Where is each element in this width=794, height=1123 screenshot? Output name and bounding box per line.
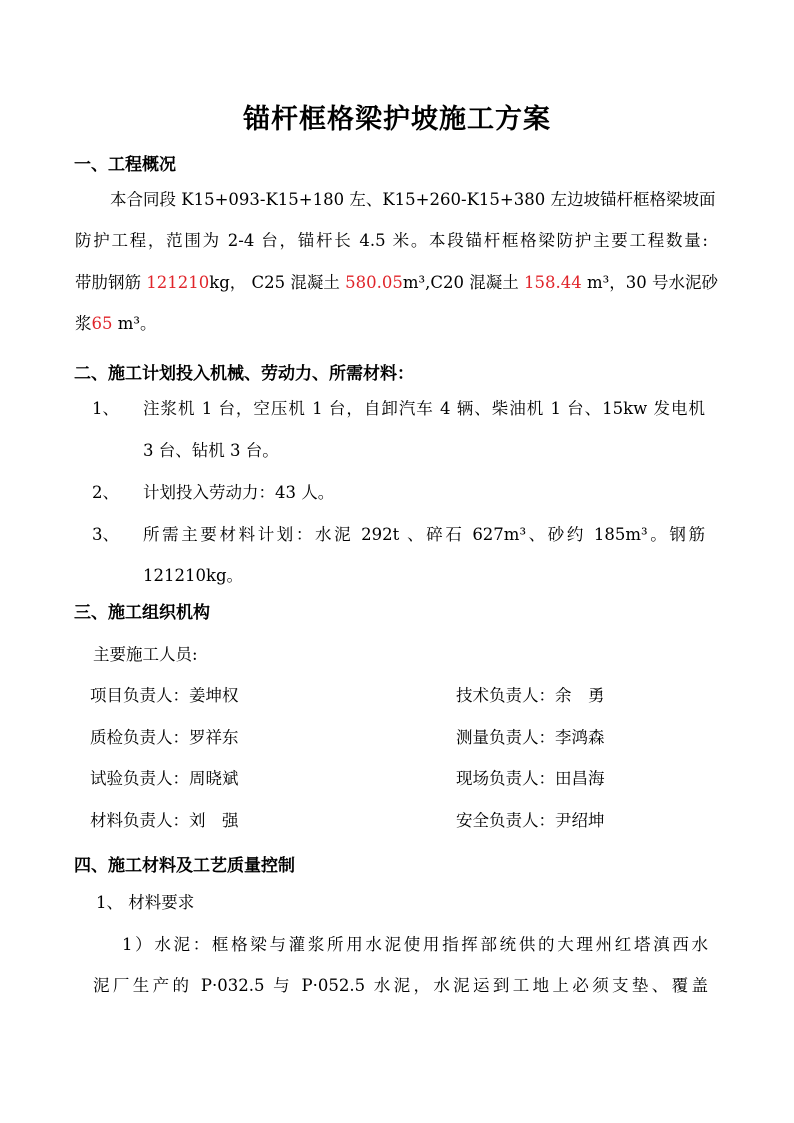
overview-line-4 [75, 313, 157, 335]
list-item-number: 2、 [92, 483, 119, 502]
section-heading-resources: 二、施工计划投入机械、劳动力、所需材料： [74, 364, 414, 384]
text-unit: m³。 [112, 314, 157, 333]
text-mortar-label: m³，30 号水泥砂 [581, 273, 719, 292]
staff-entry: 试验负责人：周晓斌 [90, 769, 239, 788]
value-c25-volume: 580.05 [345, 273, 403, 292]
staff-entry: 项目负责人：姜坤权 [90, 686, 239, 705]
subheading-material-requirements: 1、 材料要求 [96, 893, 195, 912]
overview-line-1: 本合同段 K15+093-K15+180 左、K15+260-K15+380 左边坡锚杆框格梁坡面 [110, 190, 716, 209]
overview-line-2: 防护工程，范围为 2-4 台，锚杆长 4.5 米。本段锚杆框格梁防护主要工程数量: [75, 231, 708, 250]
section-heading-overview: 一、工程概况 [74, 155, 176, 175]
section-heading-quality-control: 四、施工材料及工艺质量控制 [74, 856, 295, 876]
text-rebar-label: 带肋钢筋 [75, 273, 147, 292]
list-item-line: 注浆机 1 台，空压机 1 台，自卸汽车 4 辆、柴油机 1 台、15kw 发电机 [143, 399, 705, 418]
value-mortar-volume: 65 [91, 314, 113, 333]
list-item-number: 1、 [92, 399, 119, 418]
staff-entry: 测量负责人：李鸿森 [456, 728, 605, 747]
list-item-line: 计划投入劳动力：43 人。 [143, 483, 335, 502]
document-title: 锚杆框格梁护坡施工方案 [243, 104, 551, 135]
cement-paragraph-line-1: 1）水泥：框格梁与灌浆所用水泥使用指挥部统供的大理州红塔滇西水 [122, 935, 708, 954]
list-item-number: 3、 [92, 525, 119, 544]
list-item-line: 所需主要材料计划：水泥 292t 、碎石 627m³、砂约 185m³。钢筋 [143, 525, 705, 544]
text-c20-label: m³,C20 混凝土 [402, 273, 525, 292]
cement-paragraph-line-2: 泥厂生产的 P·032.5 与 P·052.5 水泥，水泥运到工地上必须支垫、覆盖 [93, 976, 708, 995]
overview-line-3 [75, 272, 718, 294]
list-item-line: 121210kg。 [143, 566, 244, 585]
value-c20-volume: 158.44 [524, 273, 582, 292]
staff-entry: 材料负责人：刘 强 [90, 811, 239, 830]
text-mortar: 浆 [75, 314, 92, 333]
staff-entry: 质检负责人：罗祥东 [90, 728, 239, 747]
staff-entry: 安全负责人：尹绍坤 [456, 811, 605, 830]
value-rebar-kg: 121210 [146, 273, 210, 292]
list-item-line: 3 台、钻机 3 台。 [143, 441, 279, 460]
staff-intro: 主要施工人员: [93, 645, 198, 664]
staff-entry: 技术负责人：余 勇 [456, 686, 605, 705]
section-heading-organization: 三、施工组织机构 [74, 603, 210, 623]
text-c25-label: kg， C25 混凝土 [209, 273, 346, 292]
staff-entry: 现场负责人：田昌海 [456, 769, 605, 788]
